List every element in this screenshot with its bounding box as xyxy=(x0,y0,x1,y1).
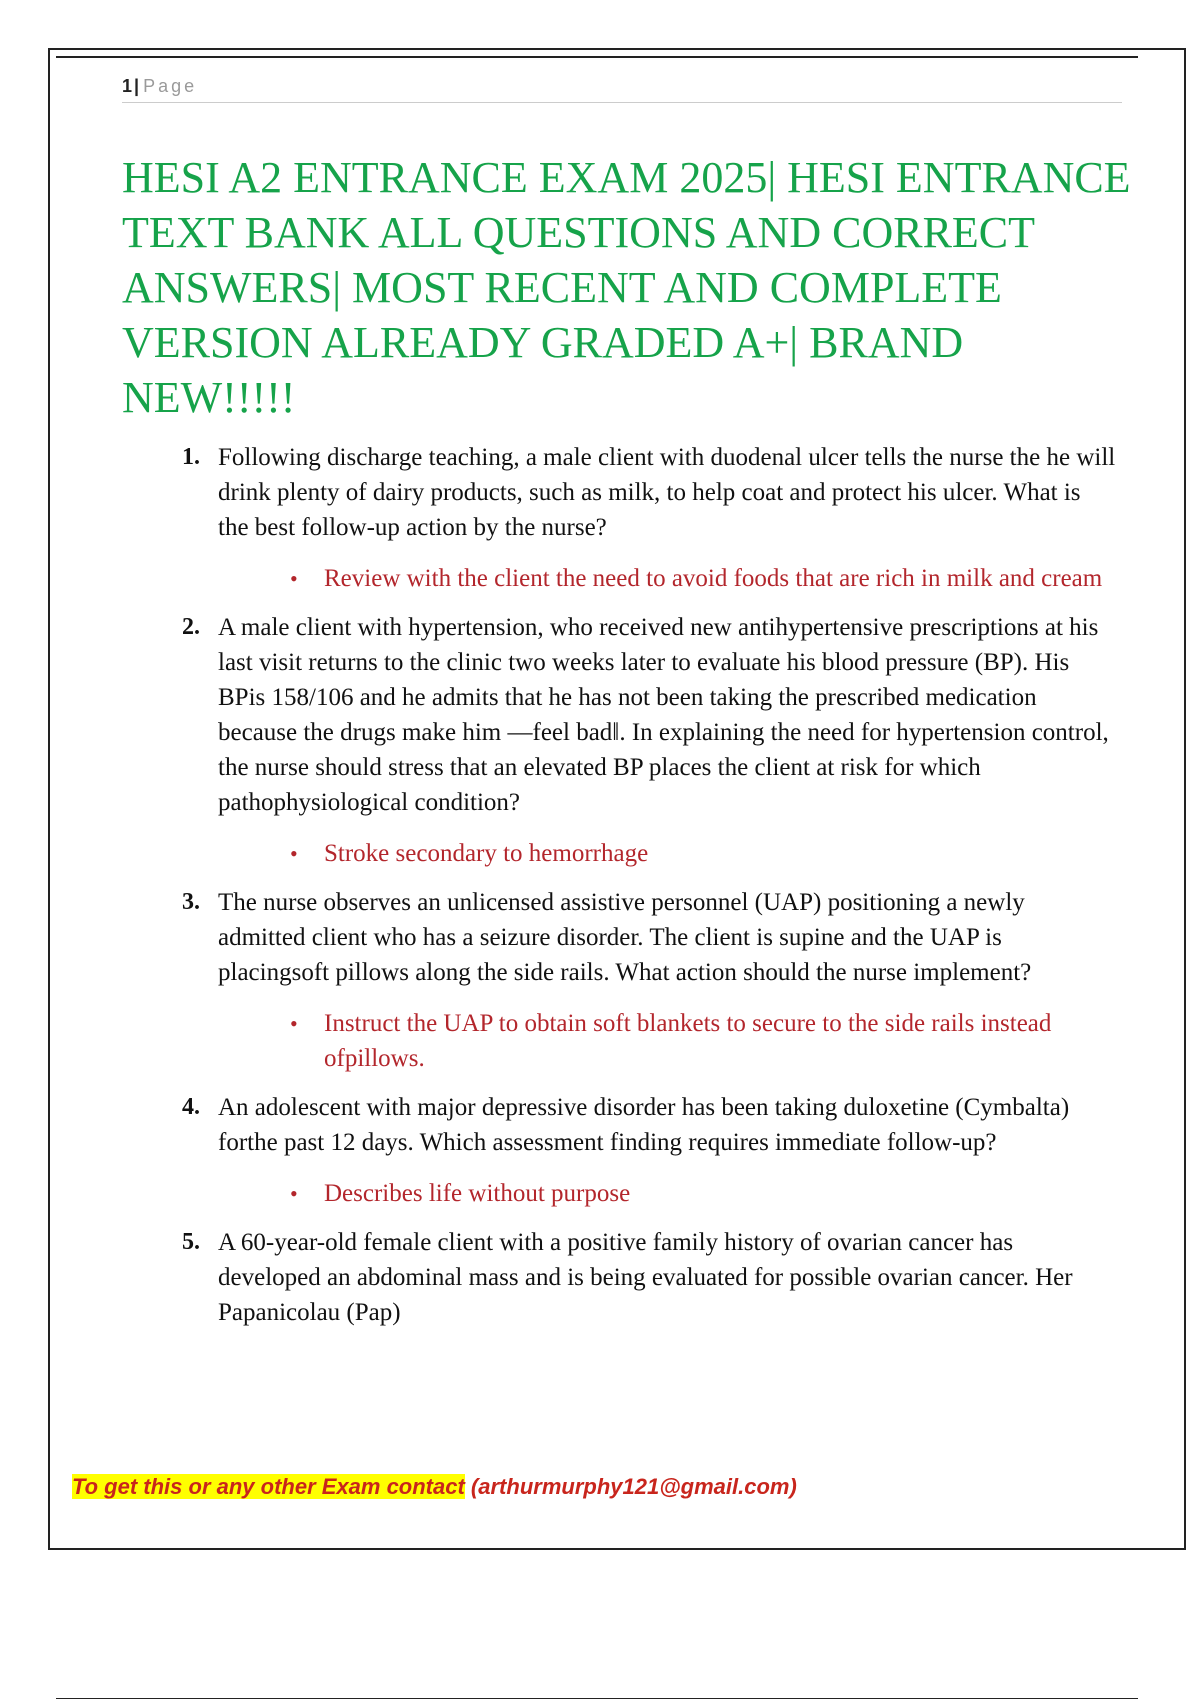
bullet-icon: • xyxy=(290,1011,298,1036)
answer-item xyxy=(290,561,1116,596)
bullet-icon: • xyxy=(290,841,298,866)
answer-text: Stroke secondary to hemorrhage xyxy=(324,840,649,867)
question-number: 3. xyxy=(182,889,200,915)
bullet-icon: • xyxy=(290,566,298,591)
question-number: 4. xyxy=(182,1094,200,1120)
question-text: Following discharge teaching, a male client with duodenal ulcer tells the nurse the he will drink plenty of dairy products, such as milk, to help coat and protect his ulcer. What is the best follow-up action by the nurse? xyxy=(218,444,1116,541)
answer-item xyxy=(290,1176,1116,1211)
question-number: 1. xyxy=(182,444,200,470)
question-text: An adolescent with major depressive disorder has been taking duloxetine (Cymbalta) forthe past 12 days. Which assessment finding requires immediate follow-up? xyxy=(218,1094,1070,1156)
answer-text: Instruct the UAP to obtain soft blankets to secure to the side rails instead ofpillows. xyxy=(324,1010,1052,1072)
answer-item xyxy=(290,836,1116,871)
question-text: The nurse observes an unlicensed assistive personnel (UAP) positioning a newly admitted client who has a seizure disorder. The client is supine and the UAP is placingsoft pillows along the side rails. What action should the nurse implement? xyxy=(218,889,1032,986)
document-title: HESI A2 ENTRANCE EXAM 2025| HESI ENTRANCE TEXT BANK ALL QUESTIONS AND CORRECT ANSWERS| MOST RECENT AND COMPLETE VERSION ALREADY GRADED A+| BRAND NEW!!!!! xyxy=(122,153,1131,422)
page-label: Page xyxy=(143,76,198,96)
contact-email: (arthurmurphy121@gmail.com) xyxy=(464,1474,797,1499)
question-number: 5. xyxy=(182,1229,200,1255)
contact-note xyxy=(72,1472,1132,1502)
answer-text: Review with the client the need to avoid foods that are rich in milk and cream xyxy=(324,565,1103,592)
bullet-icon: • xyxy=(290,1181,298,1206)
question-item xyxy=(176,885,1116,1076)
question-text: A 60-year-old female client with a positive family history of ovarian cancer has developed an abdominal mass and is being evaluated for possible ovarian cancer. Her Papanicolau (Pap) xyxy=(218,1229,1073,1326)
question-list xyxy=(176,440,1116,1330)
top-rule xyxy=(56,56,1138,58)
question-item xyxy=(176,610,1116,871)
page-number: 1 xyxy=(122,76,133,96)
page-header xyxy=(122,72,1122,103)
answer-item xyxy=(290,1006,1116,1076)
contact-note-highlight: To get this or any other Exam contact xyxy=(72,1474,465,1499)
question-text: A male client with hypertension, who received new antihypertensive prescriptions at his last visit returns to the clinic two weeks later to evaluate his blood pressure (BP). His BPis 158/106 and he admits that he has not been taking the prescribed medication because the drugs make him ―feel bad‖. In explaining the need for hypertension control, the nurse should stress that an elevated BP places the client at risk for which pathophysiological condition? xyxy=(218,614,1109,816)
question-number: 2. xyxy=(182,614,200,640)
bottom-rule xyxy=(56,1698,1138,1699)
answer-text: Describes life without purpose xyxy=(324,1180,631,1207)
question-item xyxy=(176,1090,1116,1211)
question-item xyxy=(176,440,1116,596)
page-separator: | xyxy=(134,76,140,96)
question-item xyxy=(176,1225,1116,1330)
